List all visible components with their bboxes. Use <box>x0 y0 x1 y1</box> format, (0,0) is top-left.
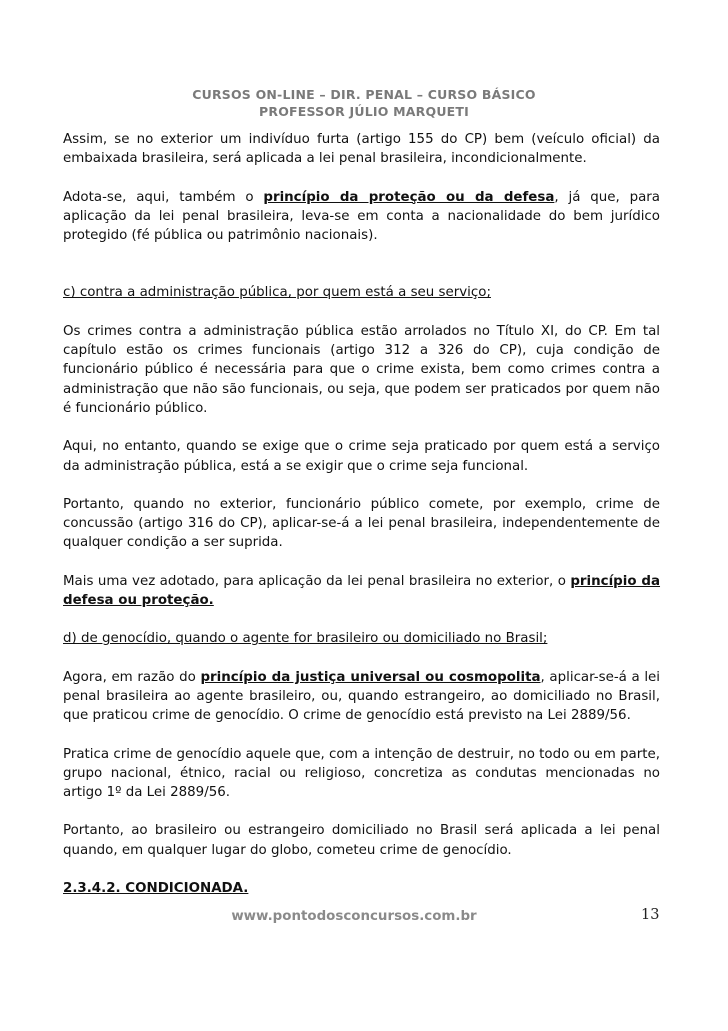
document-body <box>63 130 660 917</box>
paragraph: Portanto, quando no exterior, funcionário público comete, por exemplo, crime de concussão (artigo 316 do CP), aplicar-se-á a lei penal brasileira, independentemente de qualquer condição a ser suprida. <box>63 496 660 551</box>
page-number: 13 <box>641 907 660 923</box>
paragraph: Aqui, no entanto, quando se exige que o crime seja praticado por quem está a serviço da administração pública, está a se exigir que o crime seja funcional. <box>63 439 660 474</box>
paragraph: Agora, em razão do princípio da justiça universal ou cosmopolita, aplicar-se-á a lei penal brasileira ao agente brasileiro, ou, quando estrangeiro, ao domiciliado no Brasil, que praticou crime de genocídio. O crime de genocídio está previsto na Lei 2889/56. <box>63 669 661 724</box>
section-heading-c: c) contra a administração pública, por quem está a seu serviço; <box>63 285 491 301</box>
emphasis-term: princípio da defesa ou proteção. <box>63 573 661 609</box>
section-heading-condicionada: 2.3.4.2. CONDICIONADA. <box>63 881 249 897</box>
page-header <box>0 86 728 120</box>
footer-website: www.pontodosconcursos.com.br <box>231 909 477 924</box>
emphasis-term: princípio da proteção ou da defesa <box>263 189 555 205</box>
emphasis-term: princípio da justiça universal ou cosmopolita <box>200 669 541 685</box>
section-heading-d: d) de genocídio, quando o agente for brasileiro ou domiciliado no Brasil; <box>63 631 548 647</box>
header-professor-line: PROFESSOR JÚLIO MARQUETI <box>259 104 469 119</box>
paragraph: Pratica crime de genocídio aquele que, com a intenção de destruir, no todo ou em parte, grupo nacional, étnico, racial ou religioso, concretiza as condutas mencionadas no artigo 1º da Lei 2889/56. <box>63 746 660 801</box>
paragraph: Assim, se no exterior um indivíduo furta (artigo 155 do CP) bem (veículo oficial) da embaixada brasileira, será aplicada a lei penal brasileira, incondicionalmente. <box>63 132 660 167</box>
paragraph: Adota-se, aqui, também o princípio da proteção ou da defesa, já que, para aplicação da lei penal brasileira, leva-se em conta a nacionalidade do bem jurídico protegido (fé pública ou patrimônio nacionais). <box>63 189 660 244</box>
header-course-line: CURSOS ON-LINE – DIR. PENAL – CURSO BÁSICO <box>192 87 536 102</box>
paragraph: Portanto, ao brasileiro ou estrangeiro domiciliado no Brasil será aplicada a lei penal quando, em qualquer lugar do globo, cometeu crime de genocídio. <box>63 823 660 858</box>
paragraph: Mais uma vez adotado, para aplicação da lei penal brasileira no exterior, o princípio da defesa ou proteção. <box>63 573 661 609</box>
paragraph: Os crimes contra a administração pública estão arrolados no Título XI, do CP. Em tal capítulo estão os crimes funcionais (artigo 312 a 326 do CP), cuja condição de funcionário público é necessária para que o crime exista, bem como crimes contra a administração que não são funcionais, ou seja, que podem ser praticados por quem não é funcionário público. <box>63 323 660 416</box>
